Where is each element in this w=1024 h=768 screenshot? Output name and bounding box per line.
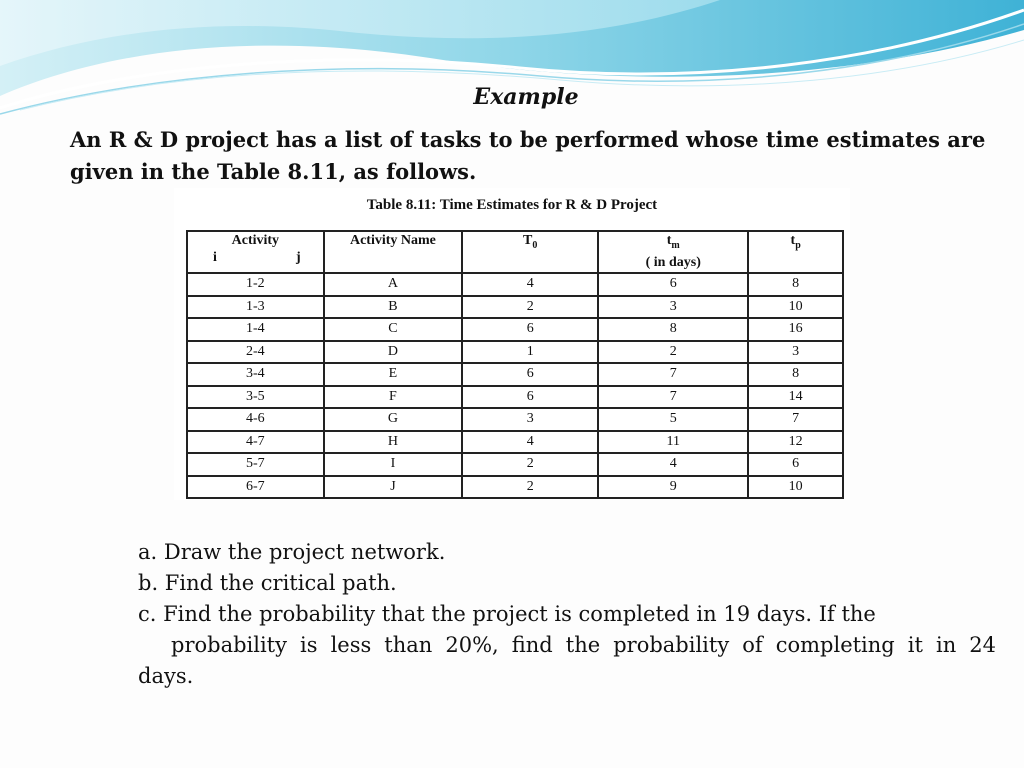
cell-activity: 4-6 — [187, 408, 324, 431]
cell-activity: 5-7 — [187, 453, 324, 476]
table-row — [187, 386, 843, 409]
header-tm-sub: m — [671, 239, 680, 251]
cell-tp: 12 — [748, 431, 843, 454]
header-tp-sub: p — [795, 239, 801, 251]
table-row — [187, 318, 843, 341]
cell-tm: 3 — [598, 296, 748, 319]
cell-tm: 2 — [598, 341, 748, 364]
header-tm — [598, 231, 748, 273]
cell-name: A — [324, 273, 463, 296]
cell-name: H — [324, 431, 463, 454]
cell-name: F — [324, 386, 463, 409]
cell-tm: 4 — [598, 453, 748, 476]
cell-tp: 8 — [748, 363, 843, 386]
cell-t0: 3 — [462, 408, 598, 431]
header-t0 — [462, 231, 598, 273]
header-activity-name: Activity Name — [324, 231, 463, 273]
cell-t0: 1 — [462, 341, 598, 364]
header-activity — [187, 231, 324, 273]
cell-name: J — [324, 476, 463, 499]
cell-t0: 6 — [462, 386, 598, 409]
header-t0-main: T — [523, 233, 533, 248]
cell-tp: 16 — [748, 318, 843, 341]
cell-t0: 6 — [462, 363, 598, 386]
cell-tm: 9 — [598, 476, 748, 499]
cell-activity: 4-7 — [187, 431, 324, 454]
cell-activity: 2-4 — [187, 341, 324, 364]
cell-tm: 7 — [598, 386, 748, 409]
table-row — [187, 431, 843, 454]
cell-activity: 1-4 — [187, 318, 324, 341]
cell-tm: 5 — [598, 408, 748, 431]
table-caption: Table 8.11: Time Estimates for R & D Project — [366, 197, 658, 213]
cell-t0: 6 — [462, 318, 598, 341]
cell-activity: 6-7 — [187, 476, 324, 499]
slide-heading: Example — [473, 84, 579, 110]
question-b: b. Find the critical path. — [138, 571, 397, 595]
table-row — [187, 296, 843, 319]
table-row — [187, 453, 843, 476]
table-row — [187, 363, 843, 386]
header-activity-label: Activity — [231, 233, 280, 248]
cell-tp: 8 — [748, 273, 843, 296]
cell-activity: 1-3 — [187, 296, 324, 319]
cell-tp: 3 — [748, 341, 843, 364]
table-row — [187, 408, 843, 431]
cell-tm: 11 — [598, 431, 748, 454]
time-estimates-table — [186, 230, 844, 499]
cell-name: C — [324, 318, 463, 341]
cell-name: D — [324, 341, 463, 364]
cell-name: E — [324, 363, 463, 386]
intro-paragraph: An R & D project has a list of tasks to be performed whose time estimates are given in the Table 8.11, as follows. — [70, 127, 986, 184]
table-header-row — [187, 231, 843, 273]
cell-activity: 1-2 — [187, 273, 324, 296]
cell-activity: 3-4 — [187, 363, 324, 386]
cell-name: I — [324, 453, 463, 476]
question-c-line2: probability is less than 20%, find the probability of completing it in 24 — [171, 633, 996, 657]
header-tp — [748, 231, 843, 273]
cell-tp: 6 — [748, 453, 843, 476]
table-row — [187, 476, 843, 499]
header-t0-sub: 0 — [532, 239, 538, 251]
cell-t0: 2 — [462, 296, 598, 319]
cell-t0: 4 — [462, 273, 598, 296]
header-tm-unit: ( in days) — [645, 254, 701, 270]
cell-tm: 6 — [598, 273, 748, 296]
cell-name: B — [324, 296, 463, 319]
cell-name: G — [324, 408, 463, 431]
cell-tp: 14 — [748, 386, 843, 409]
cell-tm: 7 — [598, 363, 748, 386]
header-activity-j: j — [296, 250, 301, 265]
table-row — [187, 273, 843, 296]
cell-tm: 8 — [598, 318, 748, 341]
table-figure — [174, 188, 850, 500]
question-c-line3: days. — [138, 664, 194, 688]
cell-t0: 2 — [462, 476, 598, 499]
cell-t0: 2 — [462, 453, 598, 476]
question-a: a. Draw the project network. — [138, 540, 446, 564]
table-row — [187, 341, 843, 364]
header-tm-main: t — [666, 233, 672, 248]
cell-t0: 4 — [462, 431, 598, 454]
cell-tp: 10 — [748, 476, 843, 499]
cell-activity: 3-5 — [187, 386, 324, 409]
cell-tp: 7 — [748, 408, 843, 431]
question-c-line1: c. Find the probability that the project is completed in 19 days. If the — [138, 602, 876, 626]
header-tp-main: t — [790, 233, 796, 248]
cell-tp: 10 — [748, 296, 843, 319]
question-list — [138, 537, 996, 692]
header-activity-i: i — [213, 250, 217, 265]
